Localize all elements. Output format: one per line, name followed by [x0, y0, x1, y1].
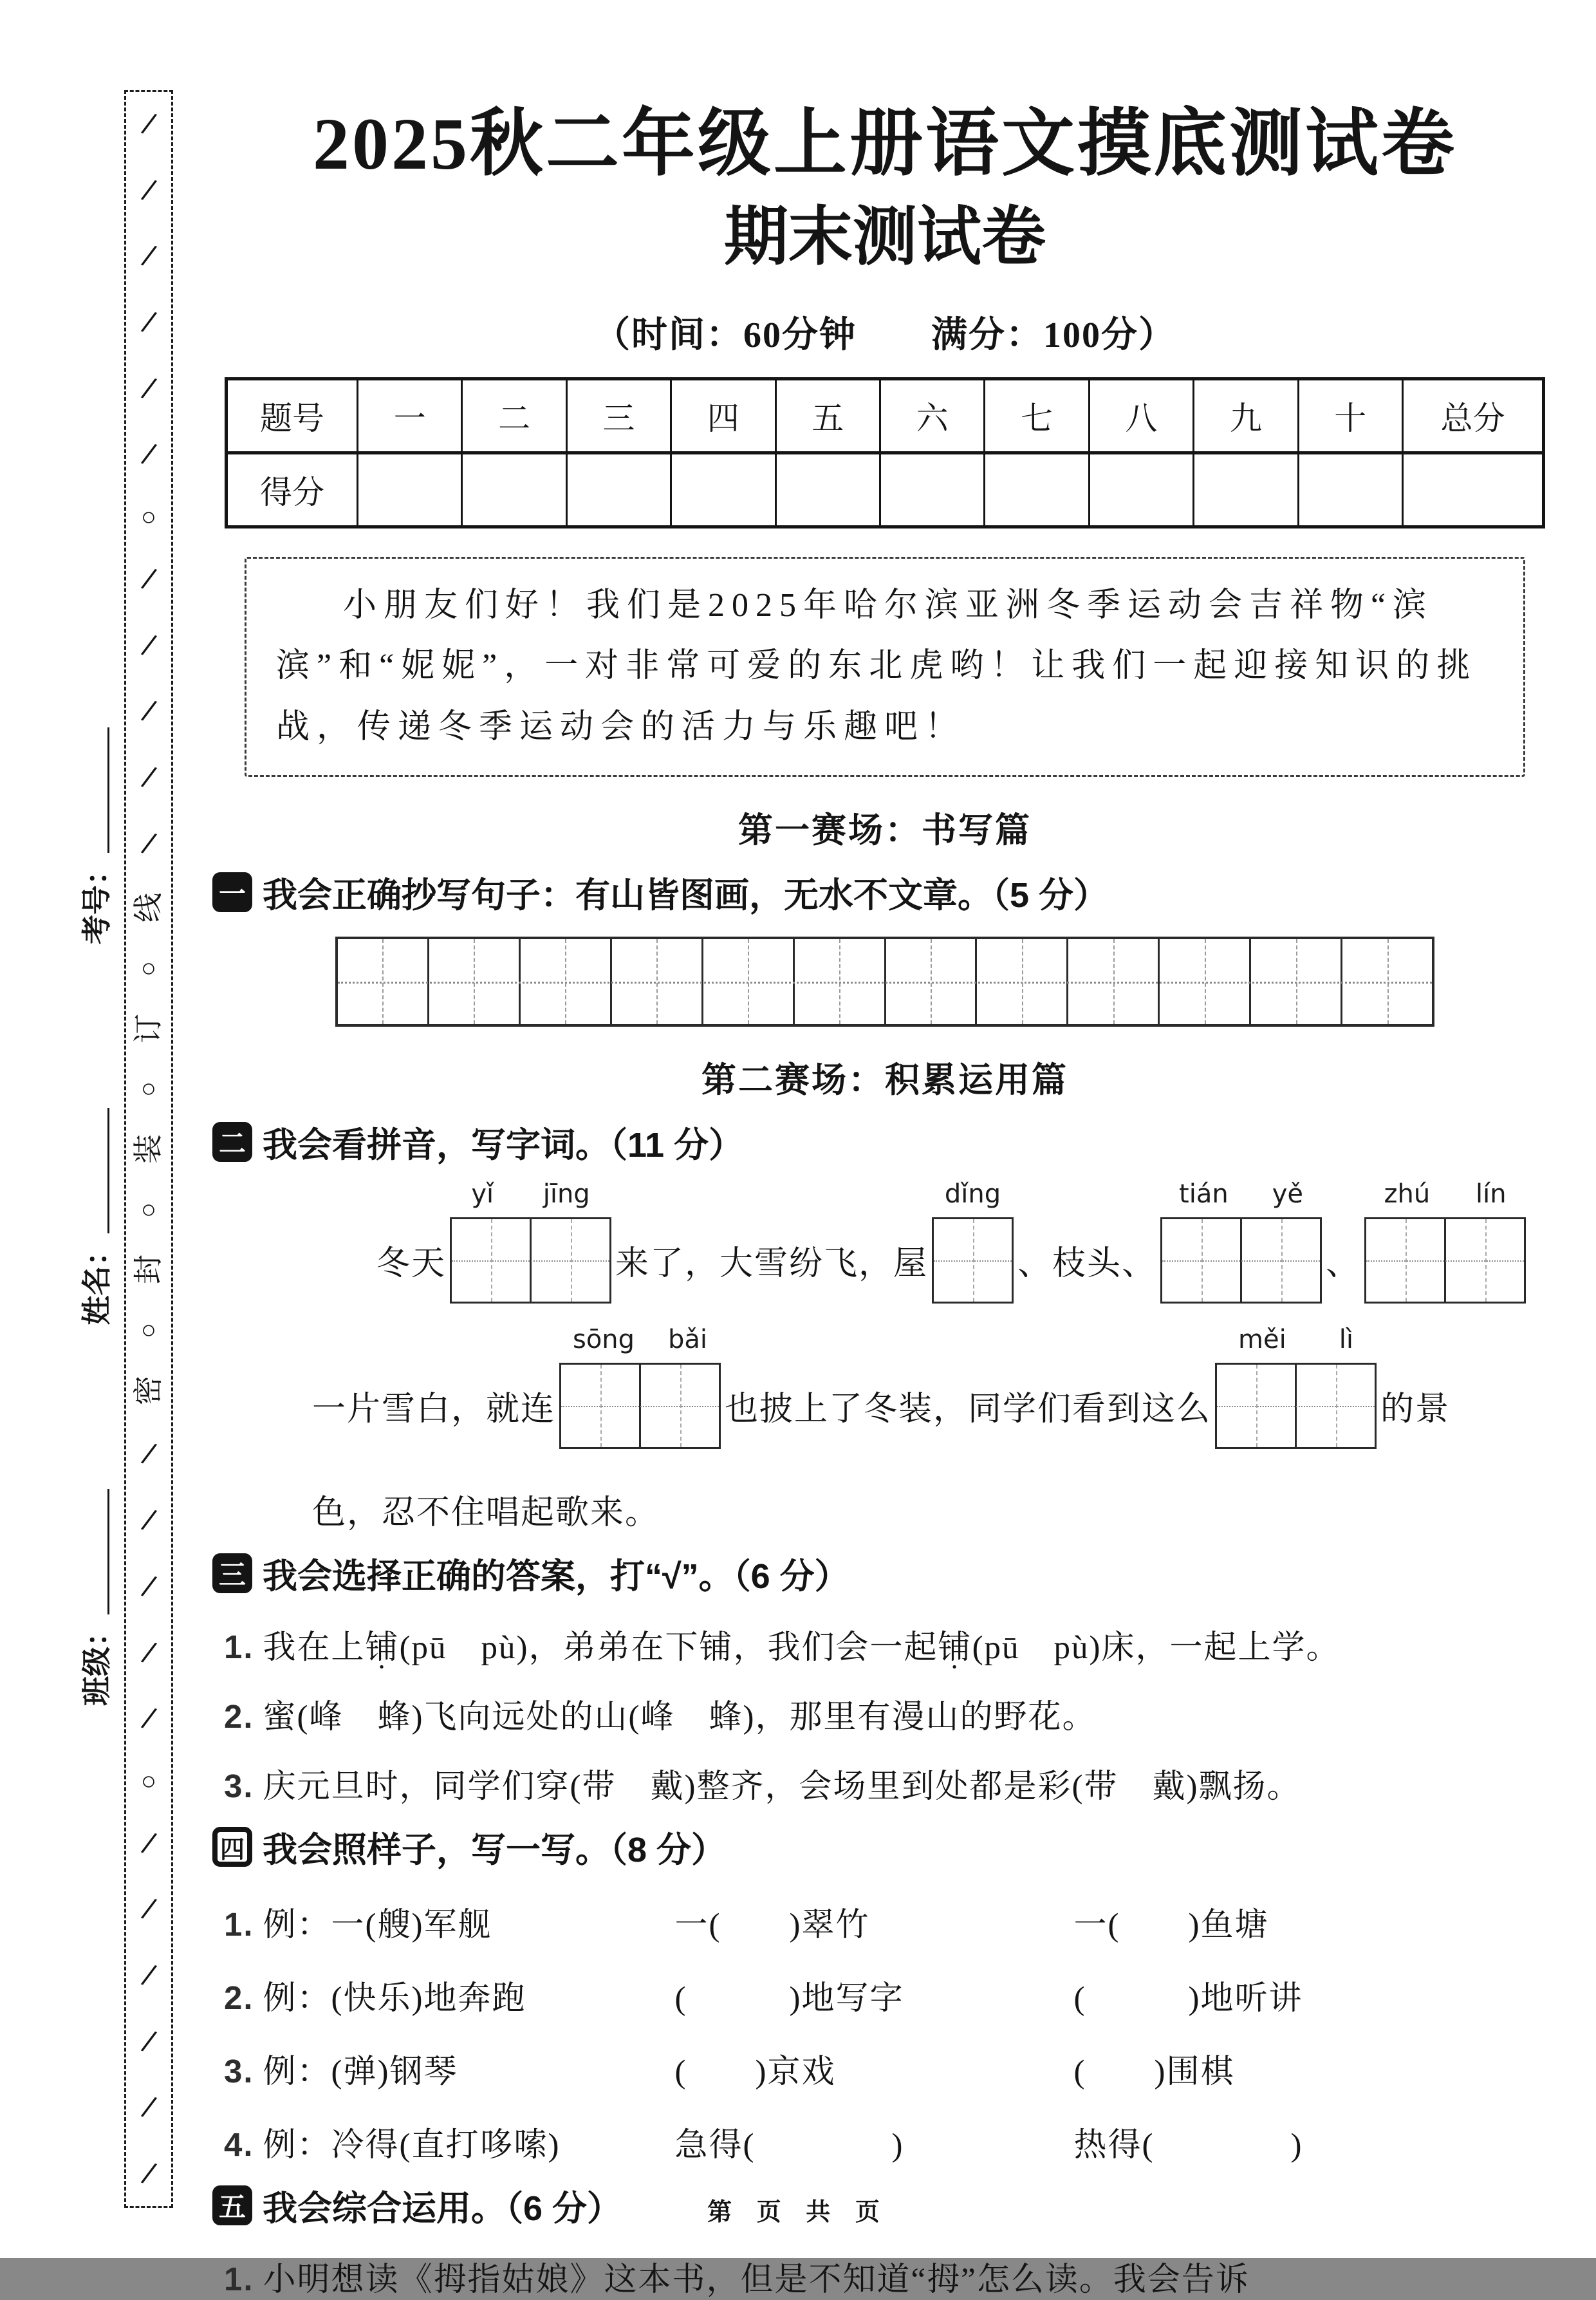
binding-slash-icon: /: [138, 2088, 159, 2127]
score-input-cell: [1403, 453, 1544, 527]
binding-slash-icon: /: [138, 692, 159, 731]
binding-slash-icon: /: [138, 171, 159, 209]
grid-cell: [521, 939, 612, 1024]
q3-item-text-part: (pū pù)床，一起上学。: [972, 1629, 1341, 1666]
grid-cell: [977, 939, 1068, 1024]
grid-cell: [1068, 939, 1160, 1024]
binding-slash-icon: /: [138, 1435, 159, 1473]
binding-slash-icon: /: [138, 1699, 159, 1738]
pinyin-cell: [641, 1365, 719, 1447]
pinyin-answer-box: [1160, 1179, 1322, 1304]
pinyin-label: [556, 1325, 724, 1354]
q2-line-2: [312, 1324, 1557, 1449]
item-number: 4.: [224, 2126, 254, 2163]
q3-item: [224, 1620, 1557, 1668]
score-header-cell: 七: [985, 379, 1089, 453]
q2-l1-text-3: 、枝头、: [1017, 1246, 1157, 1283]
score-input-cell: [671, 453, 775, 527]
q2-title: 我会看拼音，写字词。（11 分）: [263, 1125, 744, 1164]
seal-circle-icon: ○: [140, 1194, 157, 1224]
binding-slash-icon: /: [138, 105, 159, 143]
q4-cell: 一( )鱼塘: [1073, 1907, 1269, 1943]
score-input-cell: [1194, 453, 1298, 527]
binding-slash-icon: /: [138, 1501, 159, 1539]
emphasized-char: 铺: [938, 1629, 972, 1666]
item-number: 3.: [224, 1767, 254, 1804]
q4-row: [224, 1898, 1557, 1945]
q2-l1-text-4: 、: [1326, 1246, 1361, 1283]
q2-title-row: [212, 1117, 1557, 1167]
binding-slash-icon: /: [138, 1824, 159, 1862]
q2-l1-text-1: 冬天: [376, 1246, 447, 1283]
score-table: [225, 377, 1545, 528]
pinyin-syllable: yě: [1272, 1179, 1304, 1209]
examno-label: [73, 727, 116, 944]
section-heading-2: 第二赛场：积累运用篇: [701, 1060, 1068, 1099]
score-corner-cell: 题号: [227, 379, 358, 453]
pinyin-cell: [1162, 1219, 1242, 1302]
pinyin-syllable: lì: [1339, 1324, 1353, 1354]
binding-slash-icon: /: [138, 1890, 159, 1929]
pinyin-label: [1361, 1179, 1529, 1209]
q2-l2-text-3: 的景: [1380, 1391, 1451, 1428]
score-input-cell: [358, 453, 462, 527]
pinyin-syllable: dǐng: [944, 1179, 1001, 1209]
q1-title: 我会正确抄写句子：有山皆图画，无水不文章。（5 分）: [263, 875, 1109, 915]
pinyin-cell: [1366, 1219, 1446, 1302]
score-input-cell: [566, 453, 671, 527]
score-header-cell: 九: [1194, 379, 1298, 453]
q4-row: [224, 2044, 1557, 2092]
q4-cell: 一( )翠竹: [674, 1907, 870, 1943]
pinyin-cell: [1217, 1365, 1297, 1447]
score-header-cell: 三: [566, 379, 671, 453]
score-header-cell: 四: [671, 379, 775, 453]
score-label-cell: 得分: [227, 453, 358, 527]
section-heading-1: 第一赛场：书写篇: [738, 810, 1032, 850]
item-number: 1.: [224, 2260, 254, 2297]
q5-title: 我会综合运用。（6 分）: [263, 2189, 622, 2228]
q5-item: [224, 2252, 1557, 2300]
name-blank-line: [107, 1108, 109, 1234]
pinyin-syllable: sōng: [572, 1324, 635, 1354]
pinyin-label: [1157, 1179, 1325, 1209]
q2-line-3: 色，忍不住唱起歌来。: [312, 1494, 660, 1531]
score-input-cell: [985, 453, 1089, 527]
binding-slash-icon: /: [138, 758, 159, 796]
seal-circle-icon: ○: [140, 953, 157, 982]
binding-slash-icon: /: [138, 303, 159, 341]
score-header-cell: 十: [1298, 379, 1402, 453]
q4-cell: 例：(快乐)地奔跑: [263, 1980, 526, 2017]
q2-line-1: [376, 1179, 1557, 1304]
exam-content: [212, 0, 1557, 2300]
pinyin-cell: [532, 1219, 609, 1302]
q4-cell: 热得( ): [1073, 2127, 1303, 2164]
score-header-cell: 五: [775, 379, 880, 453]
binding-slash-icon: /: [138, 559, 159, 598]
q4-cell: ( )京戏: [674, 2053, 836, 2090]
name-label: [73, 1108, 116, 1325]
pinyin-syllable: lín: [1476, 1179, 1507, 1209]
seal-char: 装: [132, 1134, 165, 1164]
grid-cell: [795, 939, 886, 1024]
pinyin-label: [447, 1179, 615, 1209]
pinyin-syllable: tián: [1179, 1179, 1229, 1209]
q2-l2-text-2: 也披上了冬装，同学们看到这么: [725, 1391, 1212, 1428]
pinyin-syllable: yǐ: [471, 1179, 494, 1209]
q2-number-badge: 二: [212, 1122, 252, 1162]
q4-cell: ( )地写字: [674, 1980, 904, 2017]
page-title: 2025秋二年级上册语文摸底测试卷: [312, 103, 1457, 185]
item-number: 2.: [224, 1979, 254, 2016]
score-input-cell: [775, 453, 880, 527]
emphasized-char: 铺: [365, 1629, 400, 1666]
q4-cell: ( )围棋: [1073, 2053, 1235, 2090]
grid-cell: [1160, 939, 1251, 1024]
seal-labels: [58, 727, 116, 1706]
score-header-row: [227, 379, 1544, 453]
binding-slash-icon: /: [138, 2155, 159, 2192]
grid-cell: [1251, 939, 1342, 1024]
q1-number-badge: 一: [212, 872, 252, 912]
seal-char: 密: [132, 1375, 165, 1405]
seal-char: 线: [132, 893, 165, 923]
binding-slash-icon: /: [138, 1633, 159, 1672]
pinyin-cell: [934, 1219, 1012, 1302]
pinyin-cell: [1297, 1365, 1375, 1447]
seal-char: 封: [132, 1255, 165, 1285]
seal-circle-icon: ○: [140, 502, 157, 532]
item-number: 1.: [224, 1905, 254, 1943]
pinyin-syllable: bǎi: [668, 1324, 708, 1354]
q4-row: [224, 2118, 1557, 2165]
pinyin-answer-box: [450, 1179, 611, 1304]
q3-item-text: [263, 1620, 1341, 1668]
score-input-cell: [462, 453, 566, 527]
seal-binding-column: [124, 90, 173, 2208]
score-header-cell: 六: [880, 379, 984, 453]
grid-cell: [612, 939, 703, 1024]
q3-item-text-part: 我在上: [263, 1629, 366, 1666]
score-input-cell: [1089, 453, 1193, 527]
score-input-cell: [880, 453, 984, 527]
q5-item-text: 小明想读《拇指姑娘》这本书，但是不知道“拇”怎么读。我会告诉: [263, 2261, 1250, 2298]
seal-circle-icon: ○: [140, 1315, 157, 1345]
score-value-row: [227, 453, 1544, 527]
q4-title-row: [212, 1822, 1557, 1872]
binding-slash-icon: /: [138, 1567, 159, 1605]
q4-number-badge: 四: [212, 1827, 252, 1867]
q1-title-row: [212, 868, 1557, 917]
item-number: 3.: [224, 2052, 254, 2090]
grid-cell: [703, 939, 795, 1024]
q4-cell: 例：冷得(直打哆嗦): [263, 2127, 561, 2164]
seal-char: 订: [132, 1013, 165, 1043]
pinyin-cell: [452, 1219, 532, 1302]
exam-meta: （时间：60分钟 满分：100分）: [594, 315, 1176, 355]
q4-cell: 急得( ): [674, 2127, 904, 2164]
q3-title: 我会选择正确的答案，打“√”。（6 分）: [263, 1557, 849, 1596]
binding-slash-icon: /: [138, 824, 159, 863]
pinyin-label: [929, 1179, 1017, 1209]
score-input-cell: [1298, 453, 1402, 527]
score-header-cell: 总分: [1403, 379, 1544, 453]
examno-blank-line: [107, 727, 109, 853]
pinyin-syllable: jīng: [543, 1179, 590, 1209]
q3-item: [224, 1690, 1557, 1737]
page-footer: 第 页 共 页: [707, 2199, 889, 2226]
pinyin-label: [1212, 1325, 1380, 1354]
q2-l1-text-2: 来了，大雪纷飞，屋: [615, 1246, 929, 1283]
binding-slash-icon: /: [138, 1956, 159, 1994]
pinyin-syllable: zhú: [1384, 1179, 1431, 1209]
q4-cell: 例：一(艘)军舰: [263, 1907, 492, 1943]
q4-title: 我会照样子，写一写。（8 分）: [263, 1830, 727, 1869]
q4-cell: 例：(弹)钢琴: [263, 2053, 458, 2090]
q5-number-badge: 五: [212, 2185, 252, 2225]
pinyin-syllable: měi: [1238, 1324, 1286, 1354]
score-header-cell: 二: [462, 379, 566, 453]
q4-rows: [212, 1898, 1557, 2165]
grid-cell: [429, 939, 521, 1024]
binding-slash-icon: /: [138, 2022, 159, 2061]
pinyin-cell: [561, 1365, 641, 1447]
binding-slash-icon: /: [138, 626, 159, 664]
examno-label-text: 考号：: [80, 855, 113, 944]
class-label: [73, 1489, 116, 1706]
grid-cell: [1342, 939, 1432, 1024]
q2-l2-text-1: 一片雪白，就连: [312, 1391, 556, 1428]
item-number: 2.: [224, 1697, 254, 1735]
seal-circle-icon: ○: [140, 1074, 157, 1103]
grid-cell: [338, 939, 429, 1024]
q3-item-text-part: (pū pù)，弟弟在下铺，我们会一起: [399, 1629, 938, 1666]
seal-circle-icon: ○: [140, 1766, 157, 1795]
pinyin-cell: [1446, 1219, 1524, 1302]
pinyin-answer-box: [932, 1179, 1014, 1304]
pinyin-answer-box: [1364, 1179, 1526, 1304]
q3-item: [224, 1759, 1557, 1807]
class-blank-line: [107, 1489, 109, 1614]
page-subtitle: 期末测试卷: [724, 201, 1046, 273]
score-header-cell: 一: [358, 379, 462, 453]
binding-slash-icon: /: [138, 369, 159, 407]
name-label-text: 姓名：: [80, 1236, 113, 1325]
item-number: 1.: [224, 1628, 254, 1665]
binding-slash-icon: /: [138, 435, 159, 474]
pinyin-answer-box: [1215, 1324, 1377, 1449]
class-label-text: 班级：: [80, 1617, 113, 1706]
grid-cell: [886, 939, 978, 1024]
q3-number-badge: 三: [212, 1553, 252, 1593]
pinyin-cell: [1242, 1219, 1320, 1302]
q3-title-row: [212, 1549, 1557, 1598]
q3-item-text: 庆元旦时，同学们穿(带 戴)整齐，会场里到处都是彩(带 戴)飘扬。: [263, 1768, 1301, 1805]
q3-item-text: 蜜(峰 蜂)飞向远处的山(峰 蜂)，那里有漫山的野花。: [263, 1699, 1097, 1735]
q4-cell: ( )地听讲: [1073, 1980, 1303, 2017]
intro-box: 小朋友们好！我们是2025年哈尔滨亚洲冬季运动会吉祥物“滨滨”和“妮妮”，一对非常可爱的东北虎哟！让我们一起迎接知识的挑战，传递冬季运动会的活力与乐趣吧！: [245, 557, 1525, 777]
q4-row: [224, 1971, 1557, 2019]
binding-slash-icon: /: [138, 237, 159, 276]
pinyin-answer-box: [559, 1324, 721, 1449]
copy-writing-grid: [335, 937, 1434, 1027]
score-header-cell: 八: [1089, 379, 1193, 453]
